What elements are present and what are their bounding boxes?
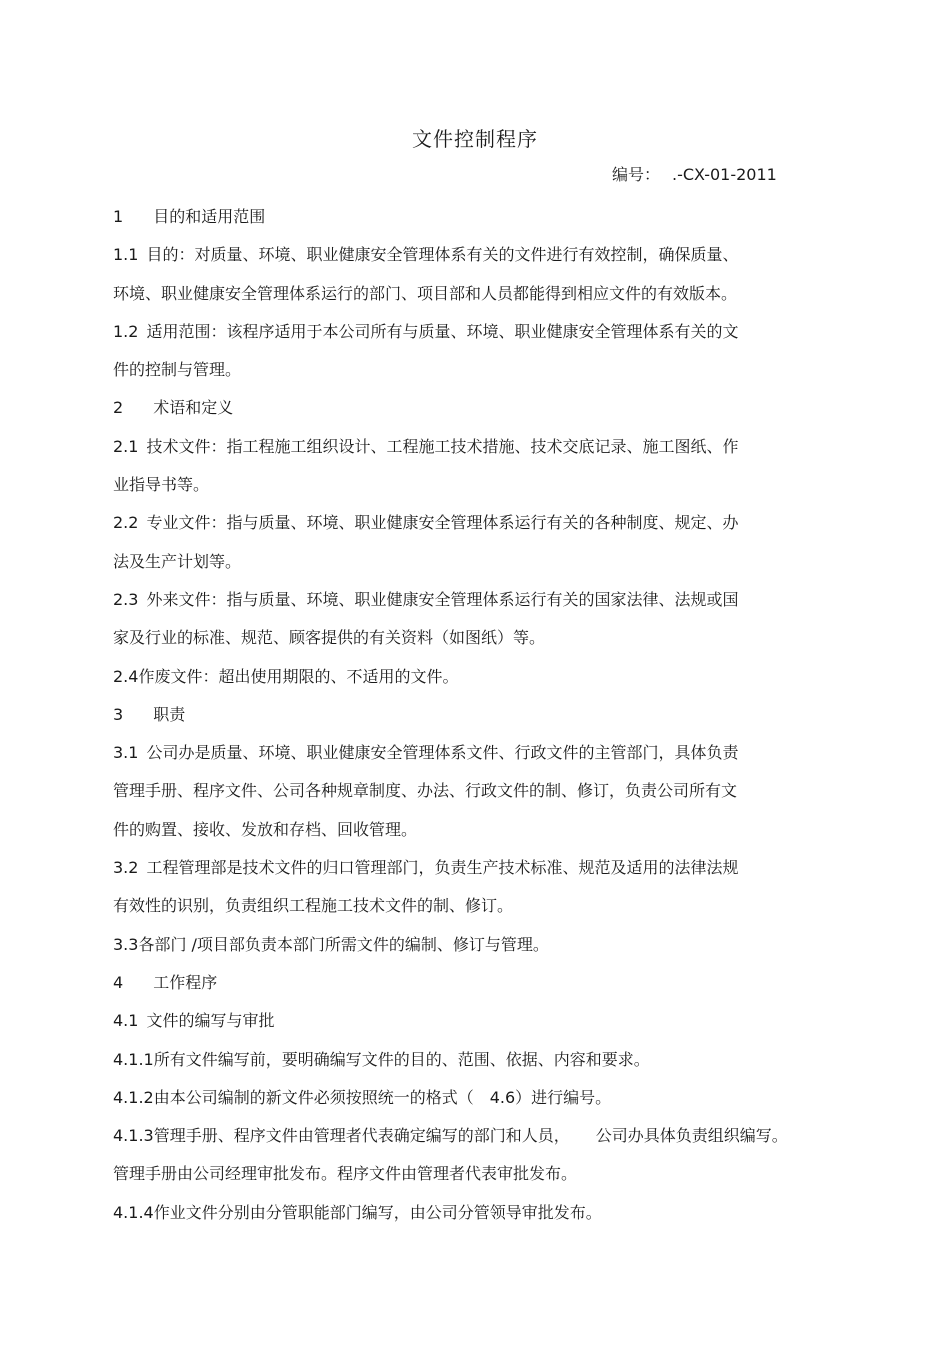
paragraph-line: 3.3各部门 /项目部负责本部门所需文件的编制、修订与管理。 (113, 934, 549, 954)
paragraph-line: 1.2 适用范围：该程序适用于本公司所有与质量、环境、职业健康安全管理体系有关的文 (113, 321, 739, 341)
document-body (113, 198, 853, 1232)
document-number-label: 编号： (612, 165, 661, 184)
paragraph-line: 法及生产计划等。 (113, 551, 242, 571)
document-number-value: .-CX-01-2011 (672, 165, 777, 184)
paragraph-line: 管理手册由公司经理审批发布。程序文件由管理者代表审批发布。 (113, 1164, 578, 1184)
paragraph-line: 2.3 外来文件：指与质量、环境、职业健康安全管理体系运行有关的国家法律、法规或国 (113, 589, 739, 609)
section-heading: 1 目的和适用范围 (113, 207, 266, 226)
paragraph-line: 4.1.3管理手册、程序文件由管理者代表确定编写的部门和人员， 公司办具体负责组织编写。 (113, 1126, 788, 1146)
paragraph-line: 4.1.1所有文件编写前，要明确编写文件的目的、范围、依据、内容和要求。 (113, 1049, 650, 1069)
document-title: 文件控制程序 (412, 127, 538, 151)
paragraph-line: 家及行业的标准、规范、顾客提供的有关资料（如图纸）等。 (113, 628, 546, 648)
paragraph-line: 管理手册、程序文件、公司各种规章制度、办法、行政文件的制、修订，负责公司所有文 (113, 781, 738, 801)
paragraph-line: 件的控制与管理。 (113, 360, 242, 380)
paragraph-line: 2.2 专业文件：指与质量、环境、职业健康安全管理体系运行有关的各种制度、规定、办 (113, 513, 739, 533)
section-heading: 2 术语和定义 (113, 398, 234, 418)
paragraph-line: 2.4作废文件：超出使用期限的、不适用的文件。 (113, 666, 459, 686)
paragraph-line: 业指导书等。 (113, 475, 210, 495)
paragraph-line: 1.1 目的：对质量、环境、职业健康安全管理体系有关的文件进行有效控制，确保质量、 (113, 245, 739, 265)
subsection-heading: 4.1 文件的编写与审批 (113, 1011, 275, 1031)
paragraph-line: 环境、职业健康安全管理体系运行的部门、项目部和人员都能得到相应文件的有效版本。 (113, 283, 738, 303)
paragraph-line: 3.1 公司办是质量、环境、职业健康安全管理体系文件、行政文件的主管部门，具体负责 (113, 743, 739, 763)
paragraph-line: 件的购置、接收、发放和存档、回收管理。 (113, 819, 418, 839)
paragraph-line: 有效性的识别，负责组织工程施工技术文件的制、修订。 (113, 896, 514, 916)
paragraph-line: 4.1.4作业文件分别由分管职能部门编写，由公司分管领导审批发布。 (113, 1202, 602, 1222)
paragraph-line: 2.1 技术文件：指工程施工组织设计、工程施工技术措施、技术交底记录、施工图纸、作 (113, 436, 739, 456)
paragraph-line: 3.2 工程管理部是技术文件的归口管理部门，负责生产技术标准、规范及适用的法律法规 (113, 858, 739, 878)
document-number (612, 162, 777, 185)
section-heading: 3 职责 (113, 704, 186, 724)
paragraph-line: 4.1.2由本公司编制的新文件必须按照统一的格式（ 4.6）进行编号。 (113, 1087, 612, 1107)
section-heading: 4 工作程序 (113, 972, 218, 992)
